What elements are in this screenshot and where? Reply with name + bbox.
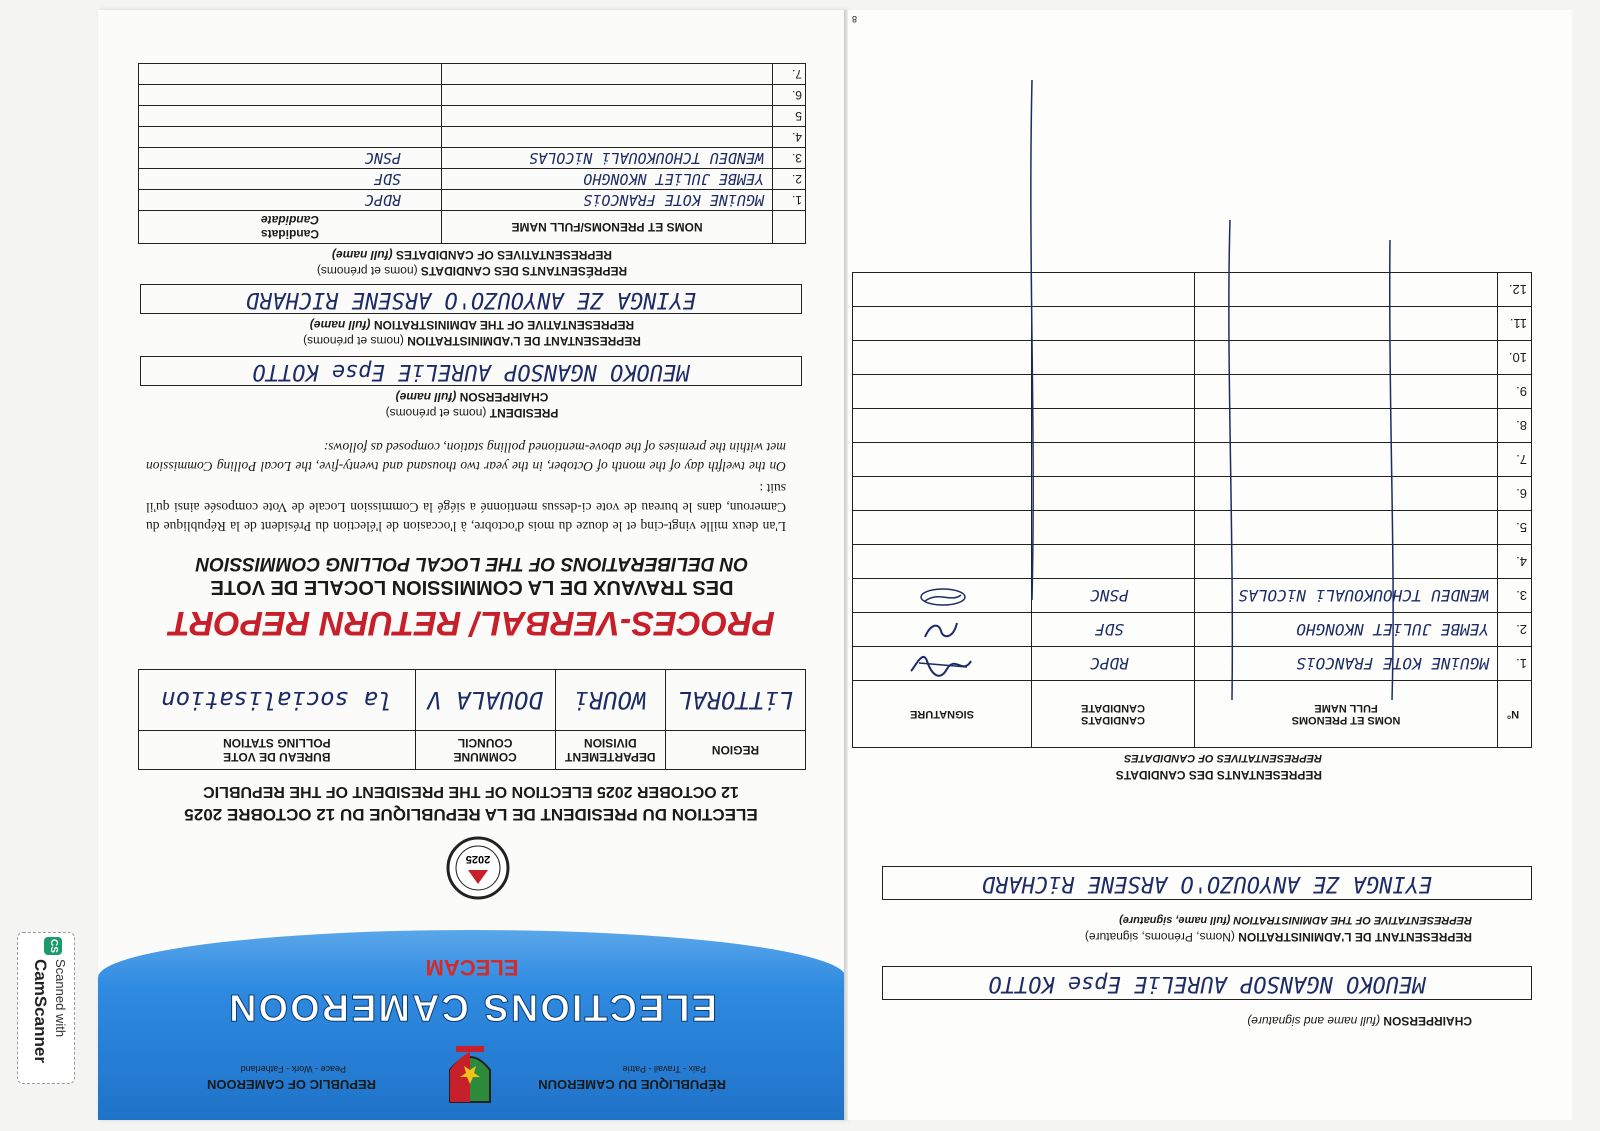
chairperson-label: CHAIRPERSON (full name): [395, 390, 549, 404]
table-row: 7.: [853, 443, 1532, 477]
candidate-reps-label-en: REPRESENTATIVES OF CANDIDATES (full name): [331, 248, 613, 262]
table-header-num: [773, 211, 806, 244]
reps-sign-label-fr: REPRESENTANTS DES CANDIDATS: [1115, 768, 1322, 782]
chairperson-field: MEUOKO NGANSOP AURELiE Epse KOTTO: [140, 356, 802, 386]
table-row: 3. WENDEU TCHOUKOUALi NiCOLAS PSNC: [853, 579, 1532, 613]
division-value: WOURi: [555, 670, 665, 731]
motto-fr: Paix - Travail - Patrie: [622, 1064, 706, 1074]
table-header-candidate: Candidats Candidate: [139, 211, 442, 244]
table-row: 8.: [853, 409, 1532, 443]
table-row: 1. MGUiNE KOTE FRANCOiS RDPC: [139, 190, 806, 211]
right-page-content: [848, 10, 1572, 1120]
table-row: 9.: [853, 375, 1532, 409]
location-table: [138, 669, 806, 770]
region-value: LiTTORAL: [665, 670, 805, 731]
page-number: 8: [852, 14, 858, 24]
table-row: 5: [139, 106, 806, 127]
election-2025-logo-icon: [446, 836, 510, 900]
banner-subtitle: ELECAM: [425, 955, 519, 980]
table-row: 6.: [139, 85, 806, 106]
strike-through-lines-icon: [848, 10, 1572, 1120]
left-page: [98, 10, 846, 1120]
header-signature: SIGNATURE: [853, 681, 1032, 748]
council-header: COMMUNE COUNCIL: [415, 731, 555, 770]
polling-station-value: la socialisation: [139, 670, 416, 731]
table-row: 6.: [853, 477, 1532, 511]
header-candidate: CANDIDATS CANDIDATE: [1032, 681, 1195, 748]
region-header: REGION: [665, 731, 805, 770]
header-full-name: NOMS ET PRENOMS FULL NAME: [1195, 681, 1498, 748]
table-row: 4.: [139, 127, 806, 148]
candidate-reps-label-fr: REPRÉSENTANTS DES CANDIDATS (noms et prénoms): [316, 264, 628, 278]
table-row: 4.: [853, 545, 1532, 579]
republic-en: REPUBLIC OF CAMEROON: [207, 1077, 376, 1092]
republic-fr: RÉPUBLIQUE DU CAMEROUN: [538, 1077, 726, 1092]
administration-sign-field: EYINGA ZE ANYOUZO'O ARSENE RiCHARD: [882, 866, 1532, 900]
election-title-fr: ELECTION DU PRESIDENT DE LA REPUBLIQUE DU 12 OCTOBRE 2025: [184, 805, 758, 824]
right-page: [848, 10, 1572, 1120]
administration-field: EYINGA ZE ANYOUZO'O ARSENE RICHARD: [140, 284, 802, 314]
motto-en: Peace - Work - Fatherland: [240, 1064, 346, 1074]
intro-paragraph-en: On the twelfth day of the month of October, in the year two thousand and twenty-five, the Local Polling Commission met within the premises of the above-mentioned polling station, composed as follows:: [146, 440, 786, 474]
coat-of-arms-icon: [442, 1040, 498, 1110]
election-title-en: 12 OCTOBER 2025 ELECTION OF THE PRESIDENT OF THE REPUBLIC: [203, 783, 739, 800]
return-report-title: PROCES-VERBAL/ RETURN REPORT: [169, 604, 775, 642]
administration-label-fr: REPRESENTANT DE L'ADMINISTRATION (noms et prénoms): [303, 334, 641, 348]
camscanner-watermark: [17, 932, 75, 1084]
president-label: PRESIDENT (noms et prénoms): [385, 406, 559, 420]
council-value: DOUALA V: [415, 670, 555, 731]
table-row: 11.: [853, 307, 1532, 341]
banner-title: ELECTIONS CAMEROON: [227, 986, 717, 1028]
reps-sign-label-en: REPRESENTATIVES OF CANDIDATES: [1123, 752, 1322, 764]
report-subtitle-en: ON DELIBERATIONS OF THE LOCAL POLLING COMMISSION: [195, 553, 749, 574]
administration-sign-label-en: REPRESENTATIVE OF THE ADMINISTRATION (full name, signature): [1119, 914, 1472, 926]
logo-year: 2025: [465, 853, 491, 865]
table-row: 10.: [853, 341, 1532, 375]
table-row: 3. WENDEU TCHOUKOUALi NiCOLAS PSNC: [139, 148, 806, 169]
left-page-content: [98, 10, 846, 1120]
candidate-reps-table: [138, 63, 806, 244]
chairperson-sign-label: CHAIRPERSON (full name and signature): [1247, 1014, 1472, 1028]
polling-station-header: BUREAU DE VOTE POLLING STATION: [139, 731, 416, 770]
division-header: DEPARTEMENT DIVISION: [555, 731, 665, 770]
table-row: 2. YEMBE JULiET NKONGHO SDF: [853, 613, 1532, 647]
camscanner-logo-icon: CS: [44, 937, 62, 955]
table-row: 12.: [853, 273, 1532, 307]
camscanner-brand: CamScanner: [31, 959, 50, 1063]
table-header-name: NOMS ET PRENOMS/FULL NAME: [442, 211, 773, 244]
table-row: 2. YEMBE JULiET NKONGHO SDF: [139, 169, 806, 190]
header-number: N°: [1498, 681, 1532, 748]
report-subtitle-fr: DES TRAVAUX DE LA COMMISSION LOCALE DE VOTE: [210, 576, 734, 598]
table-row: 1. MGUiNE KOTE FRANCOiS RDPC: [853, 647, 1532, 681]
table-row: 7.: [139, 64, 806, 85]
scanned-with-text: Scanned with: [53, 959, 68, 1038]
administration-label-en: REPRESENTATIVE OF THE ADMINISTRATION (full name): [309, 318, 635, 332]
table-row: 5.: [853, 511, 1532, 545]
administration-sign-label-fr: REPRESENTANT DE L'ADMINISTRATION (Noms, Prénoms, signature): [1084, 930, 1472, 944]
chairperson-sign-field: MEUOKO NGANSOP AURELiE Epse KOTTO: [882, 966, 1532, 1000]
intro-paragraph-fr: L'an deux mille vingt-cinq et le douze du mois d'octobre, à l'occasion de l'élection du Président de la République du Cameroun, dans le bureau de vote ci-dessus mentionné a siégé la Commission Locale de Vote composée ainsi qu'il suit :: [146, 481, 786, 534]
